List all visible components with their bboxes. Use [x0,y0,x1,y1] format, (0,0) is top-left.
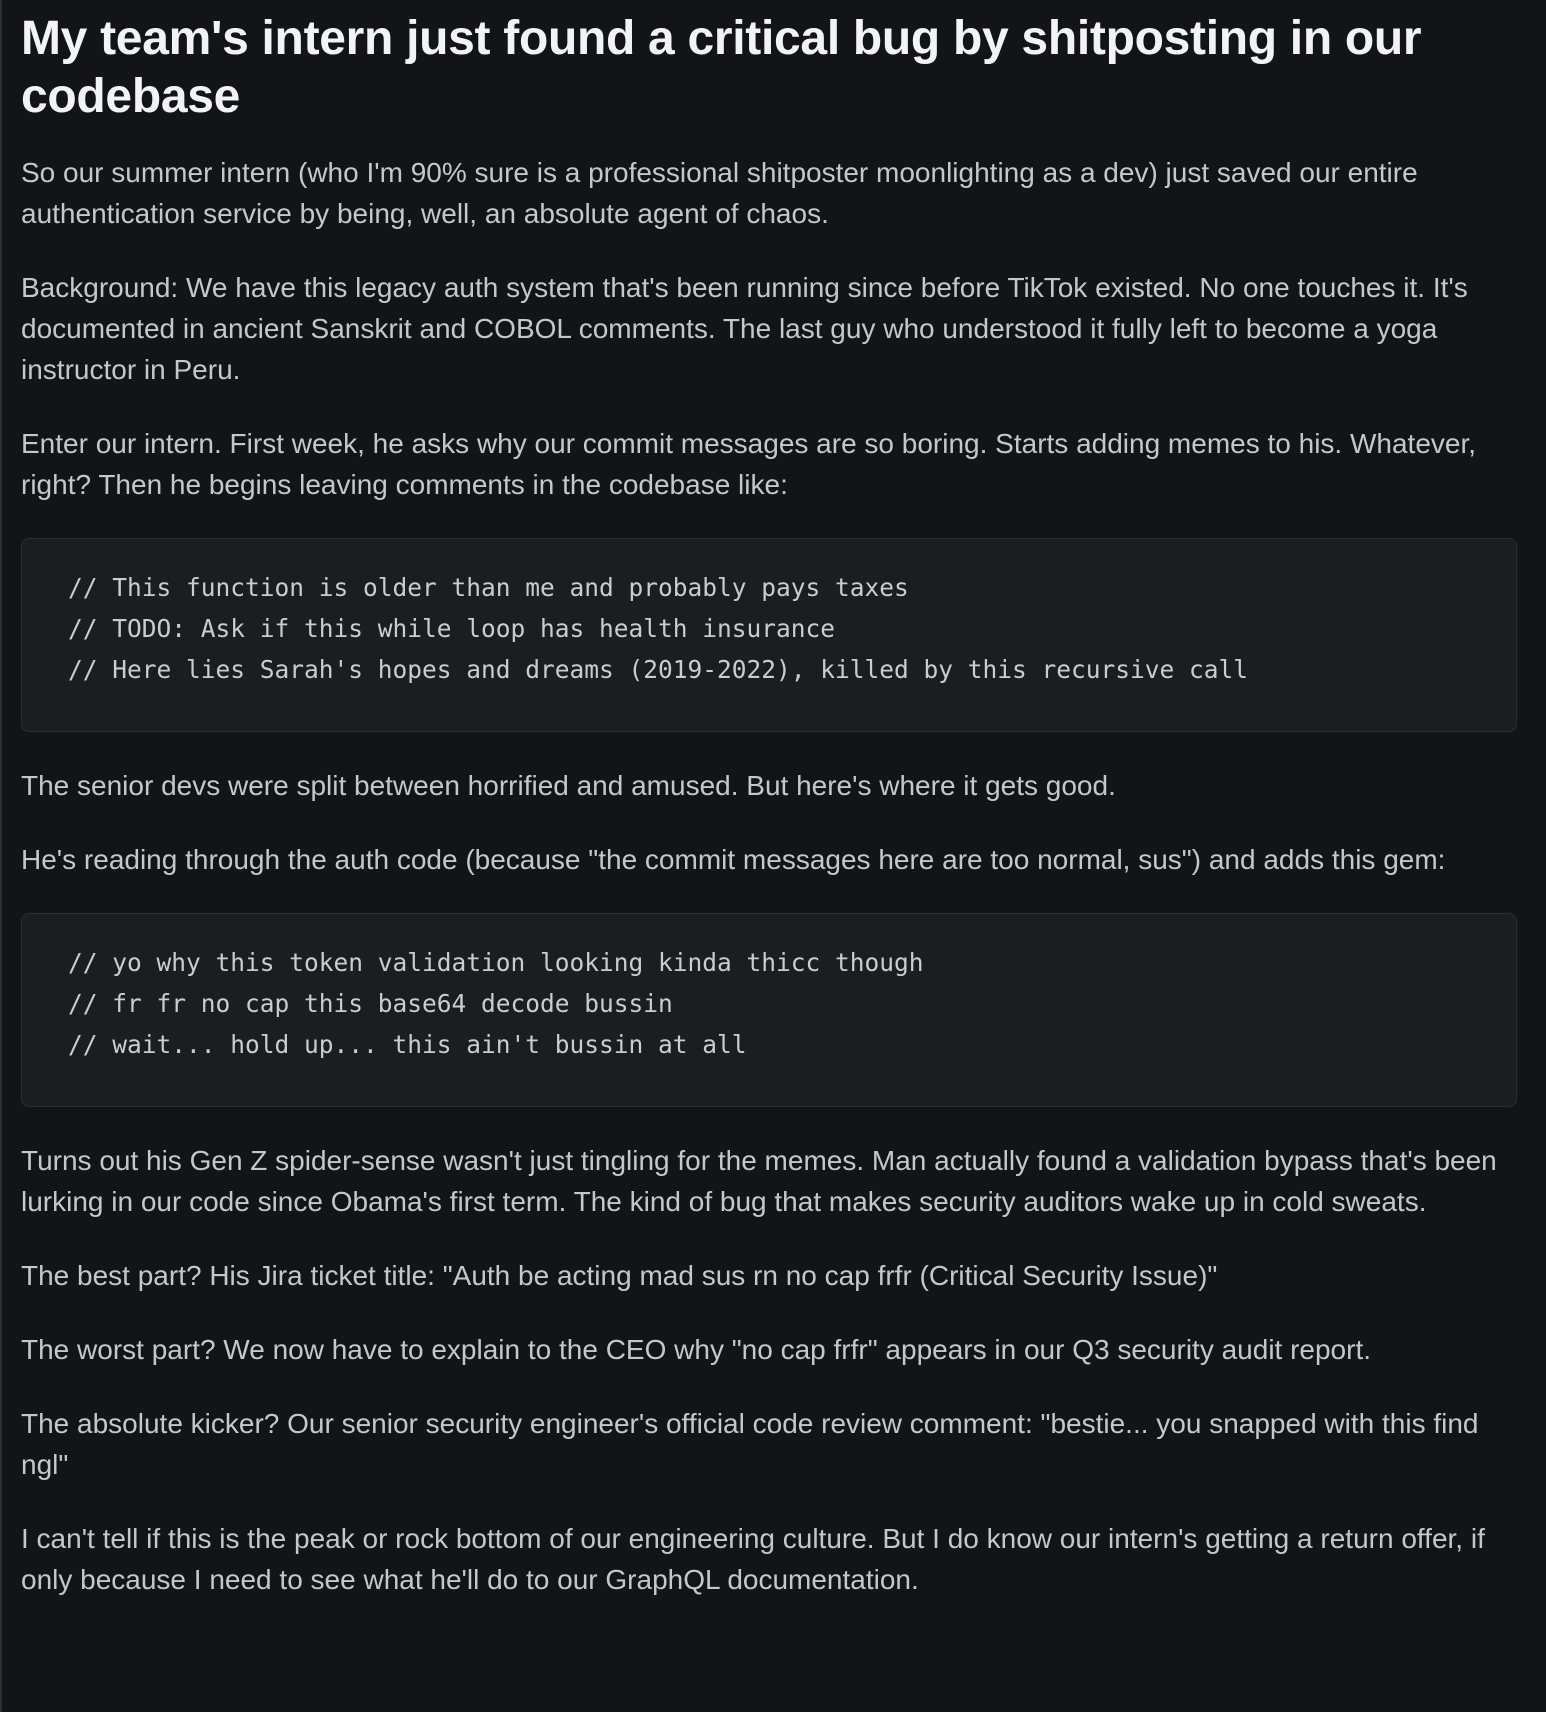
code-line: // Here lies Sarah's hopes and dreams (2019-2022), killed by this recursive call [68,655,1249,684]
paragraph-conclusion: I can't tell if this is the peak or rock bottom of our engineering culture. But I do know our intern's getting a return offer, if only because I need to see what he'll do to our GraphQL documentation. [21,1523,1485,1595]
paragraph-kicker: The absolute kicker? Our senior security engineer's official code review comment: "bestie... you snapped with this find ngl" [21,1408,1479,1480]
paragraph-turns-out: Turns out his Gen Z spider-sense wasn't just tingling for the memes. Man actually found a validation bypass that's been lurking in our code since Obama's first term. The kind of bug that makes security auditors wake up in cold sweats. [21,1145,1497,1217]
code-line: // TODO: Ask if this while loop has health insurance [68,614,836,643]
code-line: // fr fr no cap this base64 decode bussin [68,989,673,1018]
code-line: // yo why this token validation looking kinda thicc though [68,948,924,977]
post-title: My team's intern just found a critical bug by shitposting in our codebase [21,12,1422,123]
paragraph-enter-intern: Enter our intern. First week, he asks why our commit messages are so boring. Starts adding memes to his. Whatever, right? Then he begins leaving comments in the codebase like: [21,428,1477,500]
paragraph-background: Background: We have this legacy auth system that's been running since before TikTok existed. No one touches it. It's documented in ancient Sanskrit and COBOL comments. The last guy who understood it fully left to become a yoga instructor in Peru. [21,272,1468,385]
paragraph-worst-part: The worst part? We now have to explain to the CEO why "no cap frfr" appears in our Q3 security audit report. [21,1334,1372,1365]
paragraph-senior-devs: The senior devs were split between horrified and amused. But here's where it gets good. [21,770,1116,801]
code-block-gem[interactable] [21,913,1517,1107]
paragraph-intro: So our summer intern (who I'm 90% sure is a professional shitposter moonlighting as a dev) just saved our entire authentication service by being, well, an absolute agent of chaos. [21,157,1418,229]
code-line: // This function is older than me and probably pays taxes [68,573,909,602]
paragraph-reading-auth: He's reading through the auth code (because "the commit messages here are too normal, sus") and adds this gem: [21,844,1446,875]
code-line: // wait... hold up... this ain't bussin at all [68,1030,747,1059]
paragraph-best-part: The best part? His Jira ticket title: "Auth be acting mad sus rn no cap frfr (Critical Security Issue)" [21,1260,1218,1291]
code-block-comments[interactable] [21,538,1517,732]
